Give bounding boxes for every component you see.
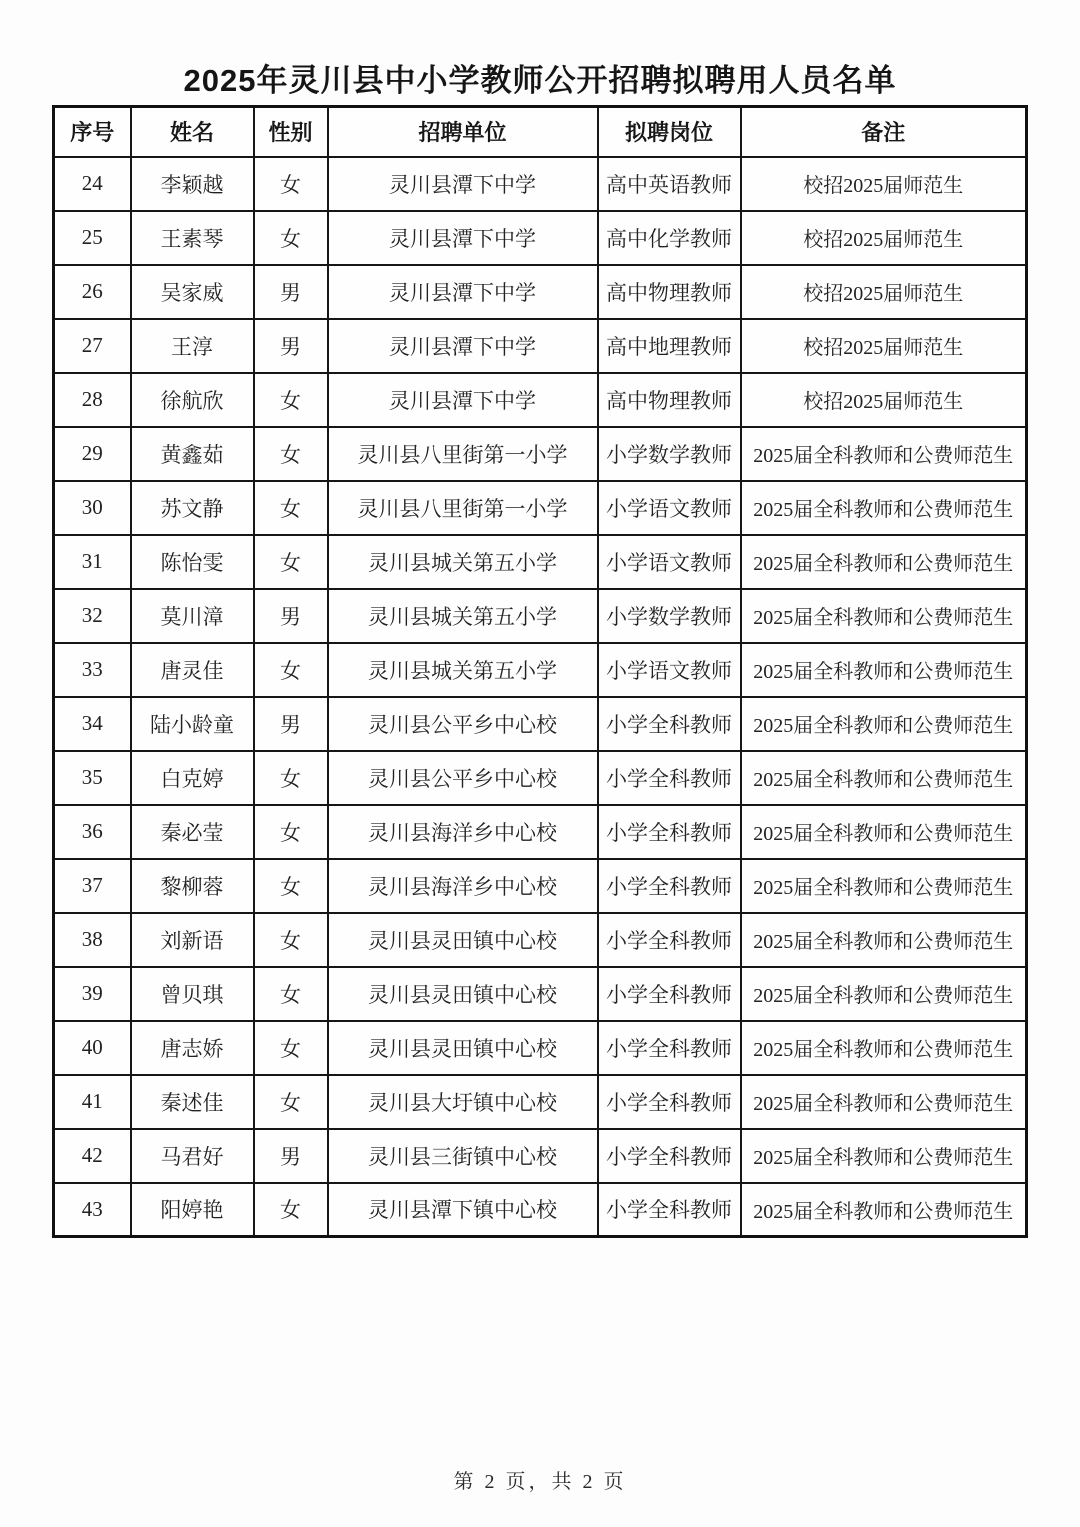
table-header [54,107,1027,157]
table-cell: 男 [254,589,328,643]
table-cell: 高中化学教师 [598,211,741,265]
table-row [54,913,1027,967]
table-cell: 秦必莹 [131,805,254,859]
header-cell-gender: 性别 [254,107,328,157]
table-row [54,967,1027,1021]
table-cell: 小学全科教师 [598,1021,741,1075]
table-cell: 王素琴 [131,211,254,265]
table-cell: 35 [54,751,131,805]
table-cell: 女 [254,967,328,1021]
table-row [54,373,1027,427]
table-cell: 28 [54,373,131,427]
table-cell: 37 [54,859,131,913]
table-cell: 女 [254,1021,328,1075]
table-cell: 校招2025届师范生 [741,319,1027,373]
table-cell: 2025届全科教师和公费师范生 [741,1021,1027,1075]
table-cell: 32 [54,589,131,643]
table-row [54,1021,1027,1075]
table-cell: 2025届全科教师和公费师范生 [741,967,1027,1021]
table-cell: 女 [254,427,328,481]
table-cell: 2025届全科教师和公费师范生 [741,427,1027,481]
table-cell: 42 [54,1129,131,1183]
table-cell: 黎柳蓉 [131,859,254,913]
table-cell: 小学全科教师 [598,1075,741,1129]
table-cell: 女 [254,373,328,427]
table-cell: 小学全科教师 [598,1183,741,1237]
table-cell: 男 [254,1129,328,1183]
table-cell: 男 [254,265,328,319]
header-row [54,107,1027,157]
table-cell: 女 [254,751,328,805]
table-cell: 31 [54,535,131,589]
table-cell: 女 [254,535,328,589]
table-cell: 34 [54,697,131,751]
table-cell: 阳婷艳 [131,1183,254,1237]
table-row [54,319,1027,373]
table-cell: 33 [54,643,131,697]
table-cell: 曾贝琪 [131,967,254,1021]
table-row [54,697,1027,751]
table-cell: 2025届全科教师和公费师范生 [741,643,1027,697]
table-cell: 小学全科教师 [598,859,741,913]
table-row [54,211,1027,265]
table-cell: 秦述佳 [131,1075,254,1129]
header-cell-position: 拟聘岗位 [598,107,741,157]
table-cell: 灵川县八里街第一小学 [328,427,598,481]
table-cell: 校招2025届师范生 [741,157,1027,211]
table-cell: 灵川县潭下中学 [328,373,598,427]
table-cell: 30 [54,481,131,535]
table-cell: 灵川县灵田镇中心校 [328,1021,598,1075]
table-cell: 小学数学教师 [598,589,741,643]
table-cell: 白克婷 [131,751,254,805]
table-cell: 李颖越 [131,157,254,211]
table-cell: 女 [254,805,328,859]
table-cell: 26 [54,265,131,319]
table-cell: 25 [54,211,131,265]
table-cell: 小学全科教师 [598,913,741,967]
table-row [54,265,1027,319]
table-body [54,157,1027,1237]
table-cell: 2025届全科教师和公费师范生 [741,1183,1027,1237]
table-cell: 女 [254,481,328,535]
table-cell: 女 [254,913,328,967]
table-cell: 2025届全科教师和公费师范生 [741,481,1027,535]
table-row [54,751,1027,805]
table-cell: 2025届全科教师和公费师范生 [741,859,1027,913]
table-cell: 陆小龄童 [131,697,254,751]
table-cell: 小学全科教师 [598,1129,741,1183]
table-cell: 男 [254,319,328,373]
table-cell: 灵川县海洋乡中心校 [328,859,598,913]
table-cell: 小学数学教师 [598,427,741,481]
table-cell: 灵川县八里街第一小学 [328,481,598,535]
table-cell: 小学语文教师 [598,481,741,535]
table-cell: 灵川县公平乡中心校 [328,697,598,751]
table-cell: 高中地理教师 [598,319,741,373]
table-cell: 小学语文教师 [598,535,741,589]
table-cell: 莫川漳 [131,589,254,643]
table-row [54,535,1027,589]
table-cell: 小学语文教师 [598,643,741,697]
table-cell: 灵川县潭下中学 [328,211,598,265]
table-cell: 2025届全科教师和公费师范生 [741,913,1027,967]
table-row [54,859,1027,913]
table-cell: 2025届全科教师和公费师范生 [741,805,1027,859]
table-cell: 校招2025届师范生 [741,211,1027,265]
table-cell: 灵川县潭下中学 [328,157,598,211]
table-cell: 24 [54,157,131,211]
table-cell: 38 [54,913,131,967]
table-cell: 2025届全科教师和公费师范生 [741,589,1027,643]
header-cell-unit: 招聘单位 [328,107,598,157]
table-cell: 校招2025届师范生 [741,373,1027,427]
table-cell: 40 [54,1021,131,1075]
table-cell: 灵川县城关第五小学 [328,535,598,589]
table-cell: 高中物理教师 [598,373,741,427]
table-cell: 徐航欣 [131,373,254,427]
table-cell: 2025届全科教师和公费师范生 [741,1075,1027,1129]
table-cell: 灵川县三街镇中心校 [328,1129,598,1183]
table-row [54,157,1027,211]
table-cell: 唐志娇 [131,1021,254,1075]
page-title: 2025年灵川县中小学教师公开招聘拟聘用人员名单 [183,63,897,98]
header-cell-number: 序号 [54,107,131,157]
table-cell: 高中物理教师 [598,265,741,319]
table-cell: 高中英语教师 [598,157,741,211]
table-cell: 27 [54,319,131,373]
table-row [54,805,1027,859]
table-cell: 2025届全科教师和公费师范生 [741,1129,1027,1183]
table-cell: 校招2025届师范生 [741,265,1027,319]
table-cell: 灵川县大圩镇中心校 [328,1075,598,1129]
table-cell: 43 [54,1183,131,1237]
table-row [54,1183,1027,1237]
table-row [54,1129,1027,1183]
table-cell: 2025届全科教师和公费师范生 [741,535,1027,589]
table-cell: 小学全科教师 [598,697,741,751]
table-cell: 灵川县潭下镇中心校 [328,1183,598,1237]
table-cell: 灵川县城关第五小学 [328,643,598,697]
table-cell: 灵川县城关第五小学 [328,589,598,643]
table-cell: 苏文静 [131,481,254,535]
table-cell: 29 [54,427,131,481]
header-cell-remark: 备注 [741,107,1027,157]
table-cell: 2025届全科教师和公费师范生 [741,697,1027,751]
page-footer: 第 2 页，共 2 页 [453,1471,627,1493]
table-cell: 男 [254,697,328,751]
table-cell: 灵川县灵田镇中心校 [328,913,598,967]
table-cell: 小学全科教师 [598,967,741,1021]
header-cell-name: 姓名 [131,107,254,157]
table-cell: 陈怡雯 [131,535,254,589]
table-cell: 灵川县潭下中学 [328,265,598,319]
table-cell: 灵川县潭下中学 [328,319,598,373]
table-cell: 唐灵佳 [131,643,254,697]
table-cell: 吴家威 [131,265,254,319]
table-cell: 女 [254,643,328,697]
table-cell: 马君好 [131,1129,254,1183]
table-row [54,481,1027,535]
table-cell: 灵川县公平乡中心校 [328,751,598,805]
table-cell: 王淳 [131,319,254,373]
table-row [54,589,1027,643]
table-cell: 女 [254,859,328,913]
table-cell: 2025届全科教师和公费师范生 [741,751,1027,805]
table-cell: 女 [254,1075,328,1129]
table-row [54,427,1027,481]
table-cell: 刘新语 [131,913,254,967]
personnel-roster-table [52,105,1028,1238]
table-cell: 小学全科教师 [598,751,741,805]
table-cell: 女 [254,211,328,265]
table-row [54,1075,1027,1129]
table-cell: 39 [54,967,131,1021]
table-cell: 小学全科教师 [598,805,741,859]
table-cell: 41 [54,1075,131,1129]
table-cell: 女 [254,1183,328,1237]
table-cell: 女 [254,157,328,211]
table-cell: 黄鑫茹 [131,427,254,481]
table-cell: 灵川县海洋乡中心校 [328,805,598,859]
table-cell: 36 [54,805,131,859]
table-row [54,643,1027,697]
table-cell: 灵川县灵田镇中心校 [328,967,598,1021]
